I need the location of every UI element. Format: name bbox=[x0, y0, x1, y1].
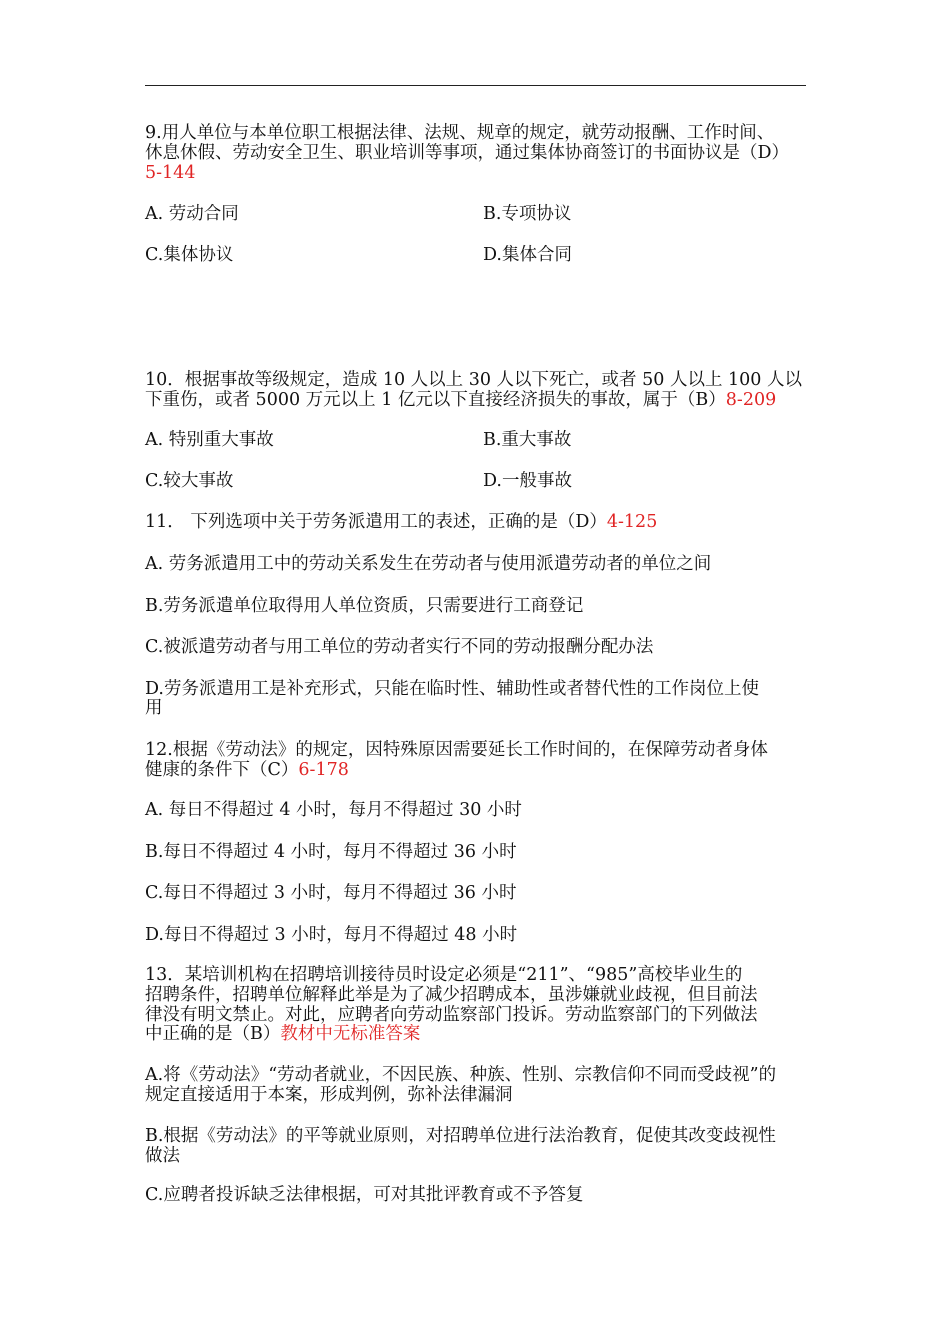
q11-option-c: C.被派遣劳动者与用工单位的劳动者实行不同的劳动报酬分配办法 bbox=[145, 637, 654, 657]
q13-option-c: C.应聘者投诉缺乏法律根据，可对其批评教育或不予答复 bbox=[145, 1185, 584, 1205]
q10-page-ref: 8-209 bbox=[725, 390, 777, 410]
header-rule bbox=[145, 85, 806, 86]
q9-stem-line2: 休息休假、劳动安全卫生、职业培训等事项，通过集体协商签订的书面协议是（D） bbox=[145, 143, 790, 163]
q10-stem-text: 下重伤，或者 5000 万元以上 1 亿元以下直接经济损失的事故，属于（B） bbox=[145, 390, 726, 410]
q11-option-b: B.劳务派遣单位取得用人单位资质，只需要进行工商登记 bbox=[145, 596, 584, 616]
q13-stem-line1: 13．某培训机构在招聘培训接待员时设定必须是“211”、“985”高校毕业生的 bbox=[145, 965, 743, 985]
q9-page-ref: 5-144 bbox=[145, 163, 196, 183]
q12-option-c: C.每日不得超过 3 小时，每月不得超过 36 小时 bbox=[145, 883, 517, 903]
q10-stem-line2 bbox=[145, 391, 776, 410]
q13-option-b-line2: 做法 bbox=[145, 1146, 180, 1166]
q12-page-ref: 6-178 bbox=[298, 760, 349, 780]
q13-stem-line4 bbox=[145, 1025, 420, 1044]
q11-option-d-line2: 用 bbox=[145, 698, 163, 718]
q13-stem-line2: 招聘条件，招聘单位解释此举是为了减少招聘成本，虽涉嫌就业歧视，但目前法 bbox=[145, 985, 758, 1005]
q11-option-d-line1: D.劳务派遣用工是补充形式，只能在临时性、辅助性或者替代性的工作岗位上使 bbox=[145, 679, 759, 699]
q10-option-c: C.较大事故 bbox=[145, 471, 234, 491]
q12-option-a: A. 每日不得超过 4 小时，每月不得超过 30 小时 bbox=[145, 800, 522, 820]
q13-stem-line3: 律没有明文禁止。对此，应聘者向劳动监察部门投诉。劳动监察部门的下列做法 bbox=[145, 1005, 758, 1025]
q13-option-a-line1: A.将《劳动法》“劳动者就业，不因民族、种族、性别、宗教信仰不同而受歧视”的 bbox=[145, 1065, 777, 1085]
q11-page-ref: 4-125 bbox=[606, 512, 658, 532]
q11-option-a: A. 劳务派遣用工中的劳动关系发生在劳动者与使用派遣劳动者的单位之间 bbox=[145, 554, 712, 574]
q12-stem-line1: 12.根据《劳动法》的规定，因特殊原因需要延长工作时间的，在保障劳动者身体 bbox=[145, 740, 768, 760]
q9-option-c: C.集体协议 bbox=[145, 245, 234, 265]
q11-stem-line1 bbox=[145, 513, 657, 532]
q12-stem-text: 健康的条件下（C） bbox=[145, 760, 299, 780]
q9-option-b: B.专项协议 bbox=[483, 204, 572, 224]
q11-stem-text: 11． 下列选项中关于劳务派遣用工的表述，正确的是（D） bbox=[145, 512, 607, 532]
q13-stem-text: 中正确的是（B） bbox=[145, 1024, 281, 1044]
q9-option-a: A. 劳动合同 bbox=[145, 204, 239, 224]
q9-stem-line1: 9.用人单位与本单位职工根据法律、法规、规章的规定，就劳动报酬、工作时间、 bbox=[145, 123, 775, 143]
q13-option-b-line1: B.根据《劳动法》的平等就业原则，对招聘单位进行法治教育，促使其改变歧视性 bbox=[145, 1126, 776, 1146]
q12-option-b: B.每日不得超过 4 小时，每月不得超过 36 小时 bbox=[145, 842, 517, 862]
q13-page-ref: 教材中无标准答案 bbox=[280, 1024, 421, 1044]
q12-option-d: D.每日不得超过 3 小时，每月不得超过 48 小时 bbox=[145, 925, 518, 945]
q10-stem-line1: 10．根据事故等级规定，造成 10 人以上 30 人以下死亡，或者 50 人以上 100 人以 bbox=[145, 370, 802, 390]
q10-option-d: D.一般事故 bbox=[483, 471, 572, 491]
q10-option-b: B.重大事故 bbox=[483, 430, 572, 450]
q9-option-d: D.集体合同 bbox=[483, 245, 572, 265]
q13-option-a-line2: 规定直接适用于本案，形成判例，弥补法律漏洞 bbox=[145, 1085, 513, 1105]
q10-option-a: A. 特别重大事故 bbox=[145, 430, 274, 450]
q12-stem-line2 bbox=[145, 761, 349, 780]
